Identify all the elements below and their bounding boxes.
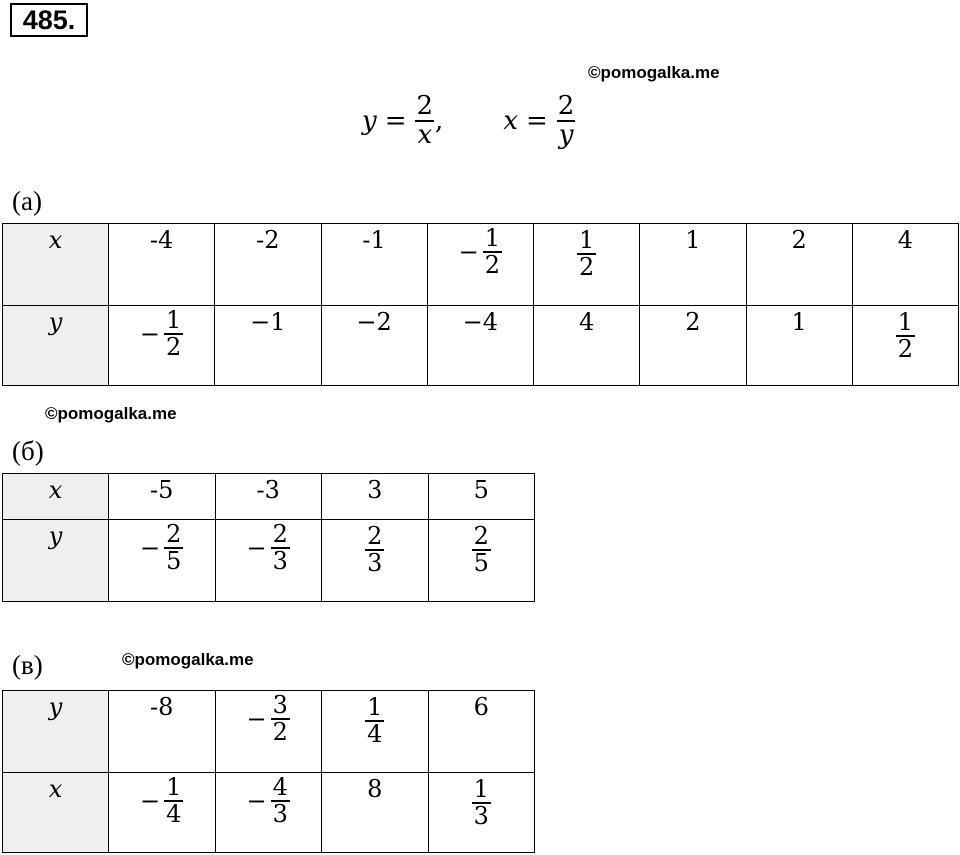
fraction	[164, 775, 183, 827]
minus-sign: −	[246, 705, 267, 734]
section-label-a: (а)	[12, 186, 42, 216]
fraction-value	[459, 226, 502, 278]
formula-x	[503, 93, 576, 150]
table-row	[3, 691, 535, 773]
table-cell	[428, 773, 535, 853]
table-cell: -1	[321, 224, 427, 306]
formula-lhs: x	[503, 106, 518, 137]
fraction	[365, 524, 384, 576]
fraction-value	[472, 524, 491, 576]
table-cell: −2	[321, 306, 427, 386]
equals-sign: =	[384, 106, 407, 137]
minus-sign: −	[458, 238, 479, 267]
table-row	[3, 474, 535, 520]
table-cell: 3	[322, 474, 429, 520]
table-cell: -2	[215, 224, 321, 306]
fraction	[271, 522, 290, 574]
fraction-numerator: 1	[473, 775, 489, 803]
fraction-denominator: 3	[272, 547, 288, 576]
fraction-value	[140, 775, 183, 827]
fraction-denominator: 2	[578, 253, 595, 282]
formula-fraction	[556, 93, 577, 150]
fraction-denominator: 4	[166, 800, 182, 829]
watermark: ©pomogalka.me	[588, 63, 720, 82]
fraction-value	[140, 308, 183, 360]
table-cell: 1	[640, 224, 746, 306]
formula-row	[362, 93, 576, 150]
fraction-numerator: 2	[473, 522, 489, 550]
table-cell	[322, 691, 429, 773]
watermark: ©pomogalka.me	[122, 650, 254, 669]
fraction	[472, 524, 491, 576]
table-row	[3, 224, 959, 306]
equals-sign: =	[525, 106, 548, 137]
fraction-value	[472, 777, 491, 829]
fraction-numerator: 2	[166, 520, 182, 548]
fraction-numerator: 1	[897, 308, 914, 336]
table-cell: -3	[215, 474, 322, 520]
section-label-c: (в)	[12, 650, 43, 680]
fraction	[365, 695, 384, 747]
table-cell	[109, 520, 216, 602]
table-cell: −1	[215, 306, 321, 386]
fraction-denominator: 4	[367, 720, 383, 749]
table-cell	[322, 520, 429, 602]
fraction	[271, 775, 290, 827]
table-cell	[215, 520, 322, 602]
fraction-value	[896, 310, 915, 362]
table-row	[3, 306, 959, 386]
fraction	[164, 522, 183, 574]
formula-lhs: y	[362, 106, 377, 137]
fraction-denominator: y	[558, 120, 574, 151]
fraction	[577, 228, 596, 280]
table-cell	[109, 773, 216, 853]
table-cell	[215, 773, 322, 853]
fraction-denominator: 5	[473, 549, 489, 578]
variable-header: x	[3, 773, 109, 853]
table-cell: 5	[428, 474, 535, 520]
fraction-numerator: 2	[272, 520, 288, 548]
watermark: ©pomogalka.me	[45, 404, 177, 423]
fraction-denominator: 2	[484, 251, 501, 280]
fraction-numerator: 1	[166, 306, 182, 334]
fraction-denominator: 3	[473, 802, 489, 831]
fraction-denominator: x	[417, 120, 433, 151]
table-row	[3, 773, 535, 853]
formula-fraction	[415, 93, 436, 150]
fraction-numerator: 1	[578, 226, 595, 254]
task-number: 485.	[10, 3, 88, 37]
variable-header: y	[3, 691, 109, 773]
fraction-numerator: 3	[272, 691, 288, 719]
table-cell	[215, 691, 322, 773]
table-cell	[427, 224, 533, 306]
table-cell: -4	[109, 224, 215, 306]
table-cell: −4	[427, 306, 533, 386]
fraction-denominator: 2	[166, 333, 182, 362]
table-cell	[109, 306, 215, 386]
table-b	[2, 473, 535, 602]
table-cell: 6	[428, 691, 535, 773]
fraction-value	[577, 228, 596, 280]
table-cell: 4	[852, 224, 958, 306]
fraction-value	[247, 775, 290, 827]
fraction-numerator: 2	[367, 522, 383, 550]
variable-header: x	[3, 224, 109, 306]
fraction-numerator: 2	[557, 91, 575, 121]
fraction-denominator: 2	[897, 335, 914, 364]
fraction-value	[365, 524, 384, 576]
variable-header: y	[3, 520, 109, 602]
formula-comma: ,	[435, 106, 444, 137]
variable-header: x	[3, 474, 109, 520]
table-cell: 2	[640, 306, 746, 386]
table-cell: 4	[534, 306, 640, 386]
minus-sign: −	[140, 787, 161, 816]
minus-sign: −	[139, 320, 161, 349]
table-c	[2, 690, 535, 853]
fraction-value	[140, 522, 183, 574]
fraction-value	[247, 522, 290, 574]
table-cell: 1	[746, 306, 852, 386]
fraction	[483, 226, 502, 278]
fraction-numerator: 1	[367, 693, 383, 721]
table-row	[3, 520, 535, 602]
table-cell	[428, 520, 535, 602]
fraction-denominator: 5	[166, 547, 182, 576]
minus-sign: −	[246, 787, 267, 816]
minus-sign: −	[140, 534, 161, 563]
fraction	[164, 308, 183, 360]
fraction-numerator: 2	[416, 91, 434, 121]
table-cell: 2	[746, 224, 852, 306]
table-cell	[534, 224, 640, 306]
fraction-numerator: 1	[166, 773, 182, 801]
fraction-denominator: 3	[367, 549, 383, 578]
minus-sign: −	[246, 534, 267, 563]
fraction	[896, 310, 915, 362]
fraction-numerator: 1	[484, 224, 501, 252]
fraction-numerator: 4	[272, 773, 288, 801]
table-cell	[852, 306, 958, 386]
variable-header: y	[3, 306, 109, 386]
table-cell: 8	[322, 773, 429, 853]
fraction-denominator: 3	[272, 800, 288, 829]
table-cell: -5	[109, 474, 216, 520]
fraction	[472, 777, 491, 829]
fraction-value	[247, 693, 290, 745]
table-cell: -8	[109, 691, 216, 773]
fraction	[271, 693, 290, 745]
section-label-b: (б)	[12, 436, 44, 466]
formula-y	[362, 93, 443, 150]
fraction-value	[365, 695, 384, 747]
table-a	[2, 223, 959, 386]
fraction-denominator: 2	[272, 718, 288, 747]
